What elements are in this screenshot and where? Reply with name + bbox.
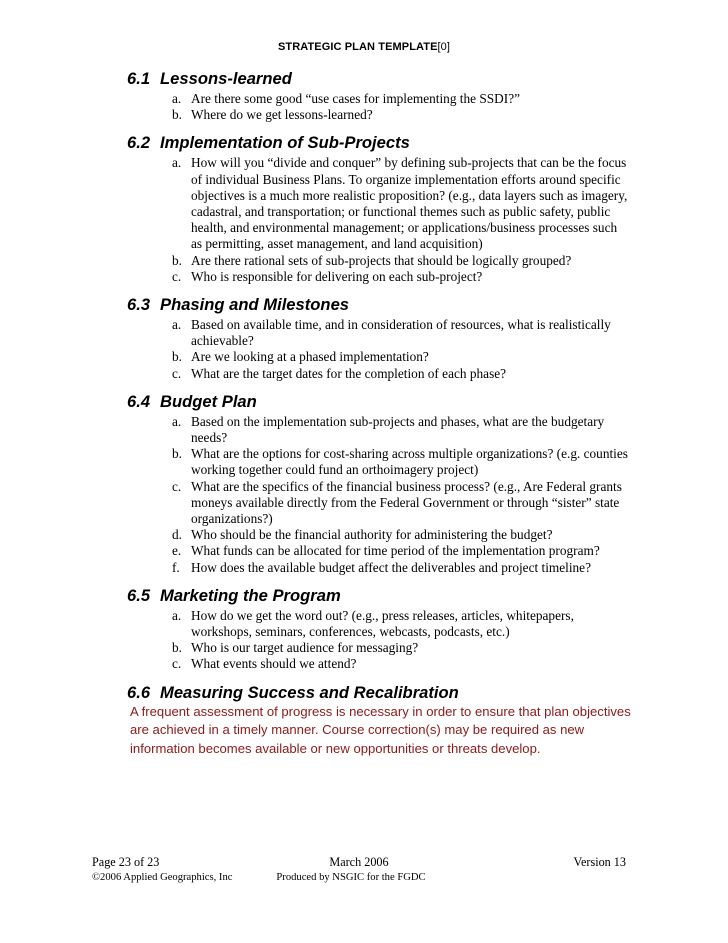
page-number: Page 23 of 23 [92,855,160,869]
list-item: e. What funds can be allocated for time period of the implementation program? [172,543,600,559]
section-heading: 6.1 Lessons-learned [127,69,292,88]
list-item: c. What events should we attend? [172,656,357,672]
list-item: c. Who is responsible for delivering on each sub-project? [172,268,483,284]
list-item: a. How will you “divide and conquer” by defining sub-projects that can be the focus of individual Business Plans. To organize implementation efforts around specific objectives is a much more realistic proposition? (e.g., data layers such as imagery, cadastral, and transportation; or functional themes such as public safety, public health, and environmental management; or applications/business processes such as permitting, asset management, and land acquisition) [172,155,628,252]
section-budget-plan [127,391,630,576]
assessment-paragraph: A frequent assessment of progress is necessary in order to ensure that plan objectives are achieved in a timely manner. Course correction(s) may be required as new information becomes available or new opportunities or threats develop. [130,703,631,756]
list-item: f. How does the available budget affect the deliverables and project timeline? [172,559,591,575]
list-item: a. How do we get the word out? (e.g., press releases, articles, whitepapers, workshops, seminars, conferences, webcasts, podcasts, etc.) [172,607,574,640]
list-item: b. What are the options for cost-sharing across multiple organizations? (e.g. counties working together could fund an orthoimagery project) [172,446,628,478]
section-heading: 6.2 Implementation of Sub-Projects [127,133,410,153]
list-item: b. Where do we get lessons-learned? [172,107,373,123]
question-list [130,91,630,123]
section-marketing-program [127,585,630,673]
list-item: a. Based on the implementation sub-projects and phases, what are the budgetary needs? [172,413,605,446]
list-item: a. Are there some good “use cases for implementing the SSDI?” [172,91,521,106]
list-item: d. Who should be the financial authority for administering the budget? [172,527,553,543]
header-suffix: [0] [437,41,451,53]
list-item: b. Are we looking at a phased implementation? [172,349,429,365]
list-item: b. Are there rational sets of sub-projects that should be logically grouped? [172,252,572,268]
section-heading: 6.5 Marketing the Program [127,585,341,605]
footer-date: March 2006 [329,855,389,869]
section-heading: 6.4 Budget Plan [127,391,257,411]
question-list [130,414,630,576]
list-item: b. Who is our target audience for messaging? [172,640,419,656]
section-heading: 6.6 Measuring Success and Recalibration [127,682,459,702]
list-item: c. What are the target dates for the completion of each phase? [172,365,507,381]
header-title: STRATEGIC PLAN TEMPLATE [277,41,438,53]
footer-row-1 [92,855,626,871]
section-phasing-milestones [127,294,630,382]
producer-credit: Produced by NSGIC for the FGDC [276,872,426,883]
document-body [127,68,631,767]
section-heading: 6.3 Phasing and Milestones [127,295,350,315]
section-measuring-success [127,682,631,758]
question-list [130,155,630,285]
version-label: Version 13 [573,855,626,869]
question-list [130,608,630,673]
list-item: a. Based on available time, and in consideration of resources, what is realistically achievable? [172,317,611,349]
section-lessons-learned [127,68,630,123]
copyright-notice: ©2006 Applied Geographics, Inc [92,872,233,883]
section-implementation-sub-projects [127,132,630,285]
list-item: c. What are the specifics of the financial business process? (e.g., Are Federal grants moneys available directly from the Federal Government or through “sister” state organizations?) [172,478,622,527]
footer-row-2 [92,872,626,888]
page-header [0,41,728,53]
question-list [130,317,630,382]
